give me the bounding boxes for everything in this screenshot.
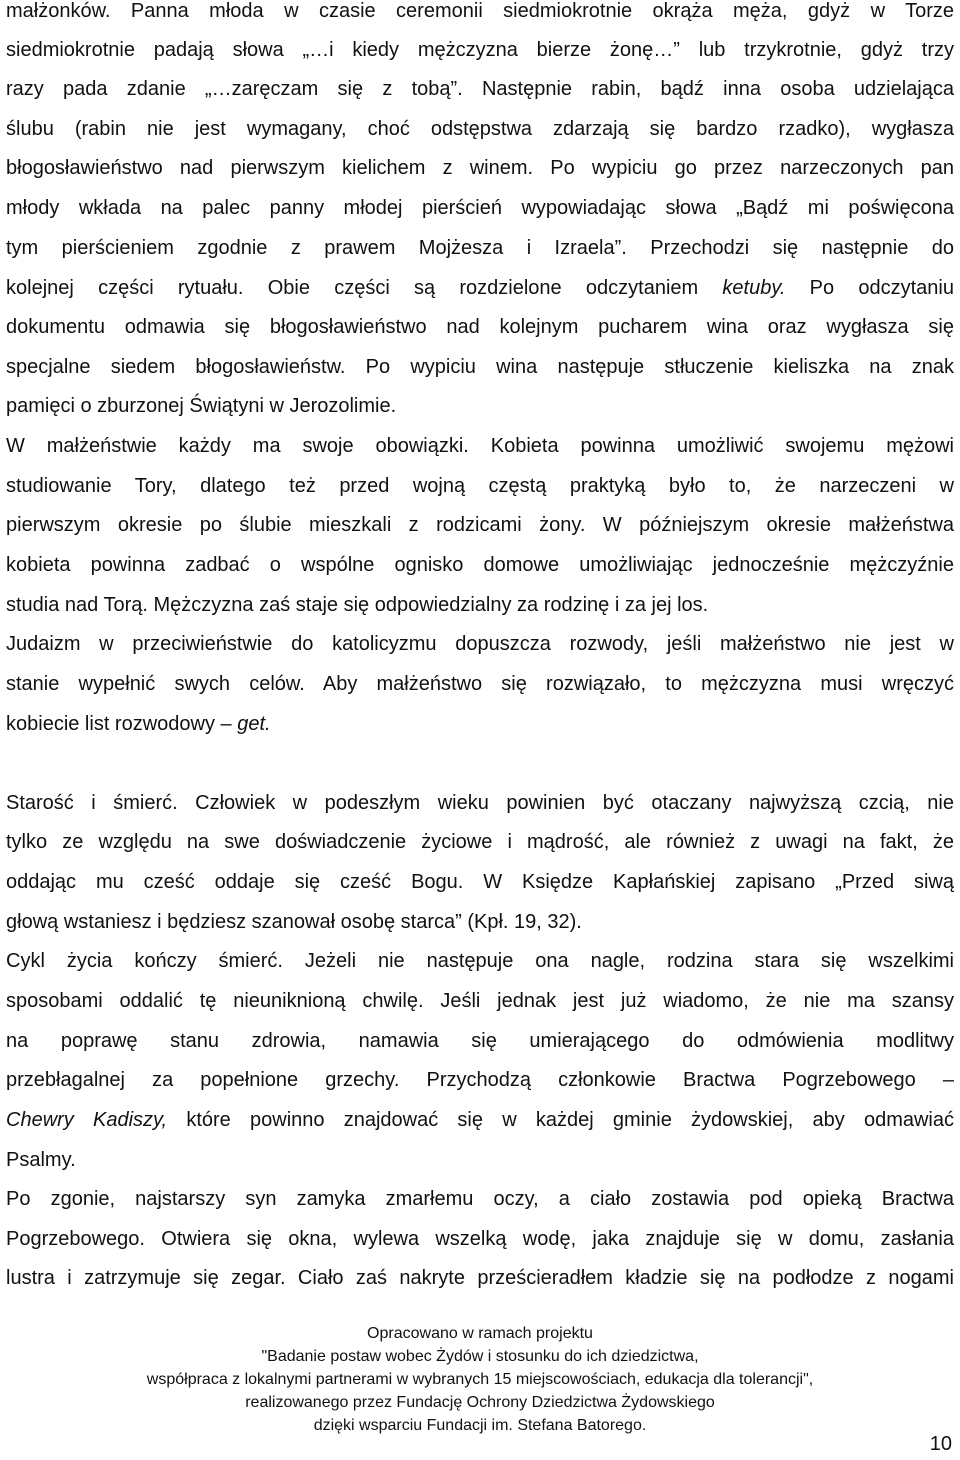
text-line: razy pada zdanie „…zaręczam się z tobą”. Następnie rabin, bądź inna osoba udzielająca — [6, 78, 954, 100]
text-line: oddając mu cześć oddaje się cześć Bogu. W Księdze Kapłańskiej zapisano „Przed siwą — [6, 871, 954, 893]
text-line: ślubu (rabin nie jest wymagany, choć odstępstwa zdarzają się bardzo rzadko), wygłasza — [6, 118, 954, 140]
text-line: sposobami oddalić tę nieuniknioną chwilę. Jeśli jednak jest już wiadomo, że nie ma szansy — [6, 990, 954, 1012]
text-line: Cykl życia kończy śmierć. Jeżeli nie następuje ona nagle, rodzina stara się wszelkimi — [6, 950, 954, 972]
text-line: studiowanie Tory, dlatego też przed wojną częstą praktyką było to, że narzeczeni w — [6, 475, 954, 497]
text-line: tylko ze względu na swe doświadczenie życiowe i mądrość, ale również z uwagi na fakt, że — [6, 831, 954, 853]
text-line: siedmiokrotnie padają słowa „…i kiedy mężczyzna bierze żonę…” lub trzykrotnie, gdyż trzy — [6, 39, 954, 61]
text-line — [6, 1100, 954, 1140]
footer-line: Opracowano w ramach projektu — [367, 1325, 593, 1342]
footer-line: realizowanego przez Fundację Ochrony Dziedzictwa Żydowskiego — [245, 1394, 715, 1411]
text-line: W małżeństwie każdy ma swoje obowiązki. Kobieta powinna umożliwić swojemu mężowi — [6, 435, 954, 457]
term-get: get. — [237, 713, 271, 735]
text-line: lustra i zatrzymuje się zegar. Ciało zaś nakryte prześcieradłem kładzie się na podłodze z nogami — [6, 1267, 954, 1289]
text-run: Po odczytaniu — [809, 277, 954, 299]
text-line: Judaizm w przeciwieństwie do katolicyzmu dopuszcza rozwody, jeśli małżeństwo nie jest w — [6, 633, 954, 655]
footer-line: współpraca z lokalnymi partnerami w wybranych 15 miejscowościach, edukacja dla tolerancji", — [146, 1371, 814, 1388]
text-line: kobieta powinna zadbać o wspólne ognisko domowe umożliwiając jednocześnie mężczyźnie — [6, 554, 954, 576]
text-line: dokumentu odmawia się błogosławieństwo nad kolejnym pucharem wina oraz wygłasza się — [6, 316, 954, 338]
text-line: studia nad Torą. Mężczyzna zaś staje się odpowiedzialny za rodzinę i za jej los. — [6, 594, 709, 616]
text-run: kolejnej części rytuału. Obie części są rozdzielone odczytaniem — [6, 277, 699, 299]
text-line: Po zgonie, najstarszy syn zamyka zmarłemu oczy, a ciało zostawia pod opieką Bractwa — [6, 1188, 954, 1210]
text-line: tym pierścieniem zgodnie z prawem Mojżesza i Izraela”. Przechodzi się następnie do — [6, 237, 954, 259]
text-line: głową wstaniesz i będziesz szanował osobę starca” (Kpł. 19, 32). — [6, 911, 582, 933]
page-number: 10 — [929, 1433, 952, 1455]
text-line: młody wkłada na palec panny młodej pierścień wypowiadając słowa „Bądź mi poświęcona — [6, 197, 954, 219]
text-line: małżonków. Panna młoda w czasie ceremonii siedmiokrotnie okrąża męża, gdyż w Torze — [6, 0, 954, 22]
text-line — [6, 704, 954, 744]
footer-line: "Badanie postaw wobec Żydów i stosunku do ich dziedzictwa, — [261, 1348, 699, 1365]
text-line: Pogrzebowego. Otwiera się okna, wylewa wszelką wodę, jaka znajduje się w domu, zasłania — [6, 1228, 954, 1250]
text-line: pierwszym okresie po ślubie mieszkali z rodzicami żony. W późniejszym okresie małżeństwa — [6, 514, 954, 536]
text-line: specjalne siedem błogosławieństw. Po wypiciu wina następuje stłuczenie kieliszka na znak — [6, 356, 954, 378]
term-chewry-kadiszy: Chewry Kadiszy, — [6, 1109, 168, 1131]
term-ketuby: ketuby. — [722, 277, 786, 299]
text-run: kobiecie list rozwodowy – — [6, 713, 238, 735]
text-line — [6, 268, 954, 308]
page-footer — [0, 1322, 960, 1437]
text-line: błogosławieństwo nad pierwszym kielichem z winem. Po wypiciu go przez narzeczonych pan — [6, 157, 954, 179]
text-run: które powinno znajdować się w każdej gminie żydowskiej, aby odmawiać — [167, 1109, 954, 1131]
text-line: Starość i śmierć. Człowiek w podeszłym wieku powinien być otaczany najwyższą czcią, nie — [6, 792, 954, 814]
text-line: stanie wypełnić swych celów. Aby małżeństwo się rozwiązało, to mężczyzna musi wręczyć — [6, 673, 954, 695]
text-line: na poprawę stanu zdrowia, namawia się umierającego do odmówienia modlitwy — [6, 1030, 954, 1052]
text-line: pamięci o zburzonej Świątyni w Jerozolimie. — [6, 395, 397, 417]
footer-line: dzięki wsparciu Fundacji im. Stefana Batorego. — [313, 1417, 647, 1434]
text-line: Psalmy. — [6, 1149, 76, 1171]
text-line: przebłagalnej za popełnione grzechy. Przychodzą członkowie Bractwa Pogrzebowego – — [6, 1069, 954, 1091]
